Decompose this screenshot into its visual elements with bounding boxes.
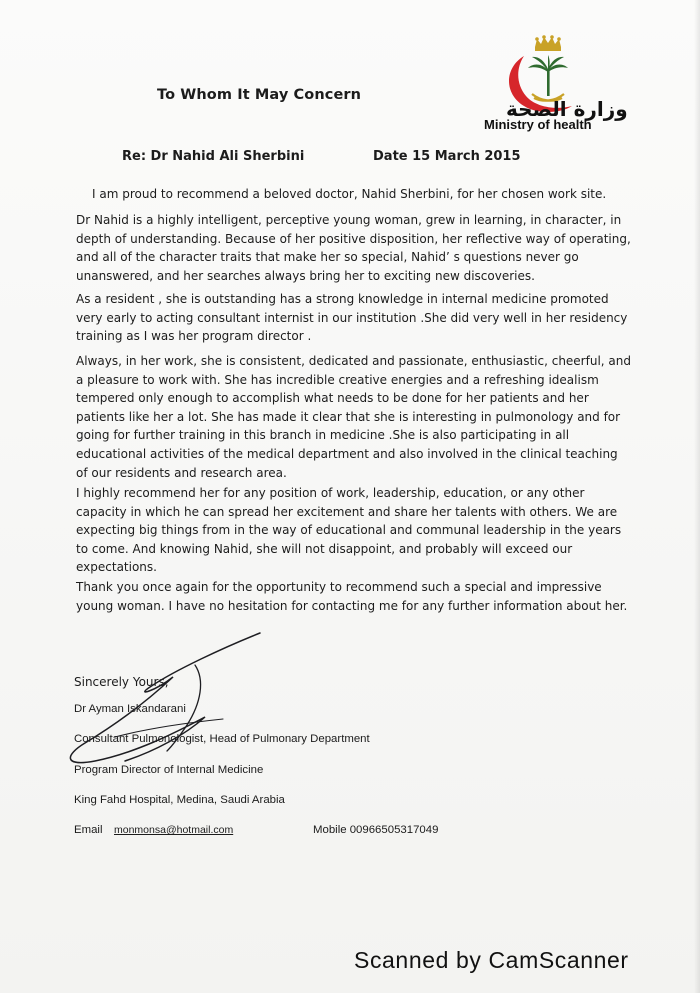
signatory-institution: King Fahd Hospital, Medina, Saudi Arabia	[74, 794, 285, 806]
email-link[interactable]: monmonsa@hotmail.com	[114, 824, 234, 836]
email-label: Email	[74, 824, 103, 836]
paragraph-5: I highly recommend her for any position of work, leadership, education, or any other capacity in which he can spread her excitement and share her talents with others. We are expecting big things from in the way of educational and communal leadership in the years to come. And knowing Nahid, she will not disappoint, and probably will exceed our expectations.	[76, 486, 622, 575]
paragraph-2: Dr Nahid is a highly intelligent, perceptive young woman, grew in learning, in character, in depth of understanding. Because of her positive disposition, her reflective way of operating, and all of the character traits that make her so special, Nahid’ s questions never go unanswered, and her searches always bring her to exciting new discoveries.	[76, 213, 631, 283]
re-line: Re: Dr Nahid Ali Sherbini	[122, 149, 305, 164]
mobile-number: Mobile 00966505317049	[313, 824, 439, 836]
paragraph-1: I am proud to recommend a beloved doctor, Nahid Sherbini, for her chosen work site.	[92, 187, 607, 201]
crown-icon	[535, 35, 561, 51]
camscanner-watermark: Scanned by CamScanner	[354, 947, 629, 973]
palm-tree-icon	[528, 55, 568, 101]
logo-english-text: Ministry of health	[484, 117, 592, 132]
signatory-title-1: Consultant Pulmonologist, Head of Pulmonary Department	[74, 733, 370, 745]
paragraph-3: As a resident , she is outstanding has a strong knowledge in internal medicine promoted very early to acting consultant internist in our institution .She did very well in her residency training as I was her program director .	[76, 292, 628, 344]
signatory-title-2: Program Director of Internal Medicine	[74, 764, 264, 776]
signatory-name: Dr Ayman Iskandarani	[74, 703, 186, 715]
letter-heading: To Whom It May Concern	[157, 87, 362, 103]
logo-arabic-text: وزارة الصحة	[506, 97, 628, 121]
paragraph-4: Always, in her work, she is consistent, dedicated and passionate, enthusiastic, cheerful, and a pleasure to work with. She has incredible creative energies and a refreshing idealism tempered only enough to accomplish what needs to be done for her patients and her patients like her a lot. She has made it clear that she is interesting in pulmonology and for going for further training in this branch in medicine .She is also participating in all educational activities of the medical department and also involved in the clinical teaching of our residents and research area.	[76, 354, 631, 480]
handwritten-signature-icon	[55, 625, 275, 775]
scan-edge-shadow	[694, 0, 700, 993]
closing: Sincerely Yours,	[74, 675, 169, 689]
date-line: Date 15 March 2015	[373, 149, 521, 164]
paragraph-6: Thank you once again for the opportunity to recommend such a special and impressive young woman. I have no hesitation for contacting me for any further information about her.	[76, 580, 628, 613]
